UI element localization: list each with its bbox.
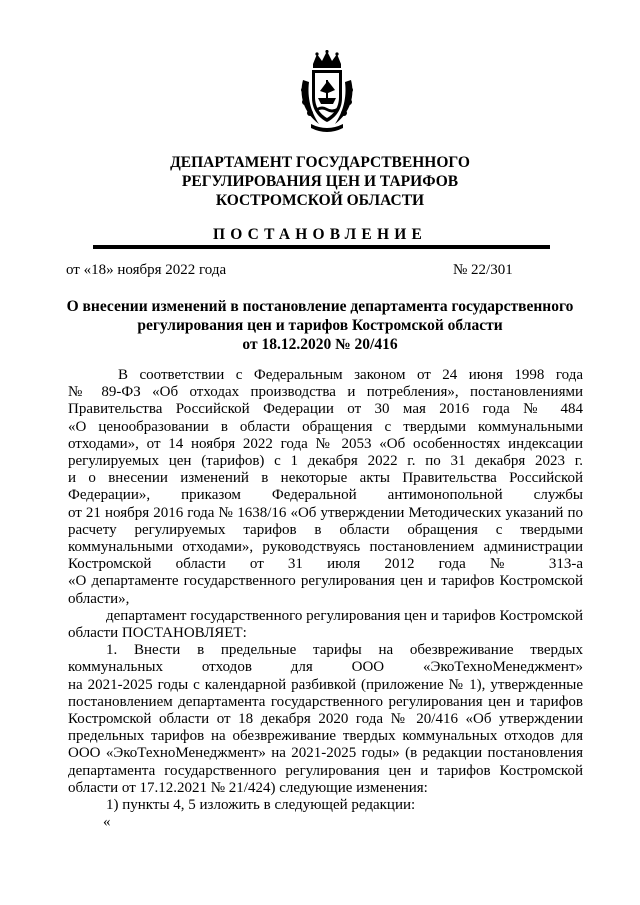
body-line: 1. Внести в предельные тарифы на обезвреживание твердых: [106, 642, 583, 659]
body-line: расчету регулируемых тарифов в области обращения с твердыми: [68, 521, 583, 538]
body-line: и о внесении изменений в некоторые акты Правительства Российской: [68, 470, 583, 487]
body-line: отходами», от 14 ноября 2022 года № 2053 «Об особенностях индексации: [68, 435, 583, 452]
body-line: коммунальными отходами», руководствуясь постановлением администрации: [68, 539, 583, 556]
body-line: предельных тарифов на обезвреживание твердых коммунальных отходов для: [68, 728, 583, 745]
department-line-1: ДЕПАРТАМЕНТ ГОСУДАРСТВЕННОГО: [170, 154, 470, 171]
quote-open: «: [103, 814, 111, 831]
body-line: В соответствии с Федеральным законом от 24 июня 1998 года: [118, 367, 583, 383]
department-line-2: РЕГУЛИРОВАНИЯ ЦЕН И ТАРИФОВ: [181, 173, 459, 190]
document-body: [68, 367, 583, 831]
body-line: коммунальных отходов для ООО «ЭкоТехноМенеджмент»: [68, 659, 583, 676]
body-line: области от 17.12.2021 № 21/424) следующие изменения:: [68, 779, 428, 796]
body-line: Федерации», приказом Федеральной антимонопольной службы: [68, 487, 583, 504]
document-date: от «18» ноября 2022 года: [66, 262, 227, 278]
body-line: «О ценообразовании в области обращения с твердыми коммунальными: [68, 418, 583, 435]
body-line: ООО «ЭкоТехноМенеджмент» на 2021-2025 годы» (в редакции постановления: [68, 745, 583, 762]
title-line-1: О внесении изменений в постановление департамента государственного: [66, 298, 574, 315]
document-type: ПОСТАНОВЛЕНИЕ: [212, 226, 428, 243]
document-title: [60, 297, 580, 354]
body-line: Костромской области от 18 декабря 2020 года № 20/416 «Об утверждении: [68, 711, 583, 728]
coat-of-arms-icon: [297, 50, 357, 132]
body-line: департамент государственного регулирования цен и тарифов Костромской: [106, 607, 583, 624]
body-line: области»,: [68, 590, 130, 607]
header-divider: [93, 245, 550, 249]
document-number: № 22/301: [453, 262, 513, 278]
body-line: регулируемых цен (тарифов) с 1 декабря 2022 г. по 31 декабря 2023 г.: [68, 453, 583, 470]
department-line-3: КОСТРОМСКОЙ ОБЛАСТИ: [215, 192, 425, 209]
body-line: Правительства Российской Федерации от 30 мая 2016 года № 484: [68, 401, 583, 418]
body-line: Костромской области от 31 июля 2012 года № 313-а: [68, 556, 583, 573]
body-line: от 21 ноября 2016 года № 1638/16 «Об утверждении Методических указаний по: [68, 504, 583, 521]
body-line: на 2021-2025 годы с календарной разбивкой (приложение № 1), утвержденные: [68, 676, 583, 693]
body-line: № 89-ФЗ «Об отходах производства и потребления», постановлениями: [68, 384, 583, 401]
body-line: департамента государственного регулирования цен и тарифов Костромской: [68, 762, 583, 779]
title-line-3: от 18.12.2020 № 20/416: [242, 336, 398, 353]
body-line: области ПОСТАНОВЛЯЕТ:: [68, 625, 247, 642]
body-line: постановлением департамента государственного регулирования цен и тарифов: [68, 693, 583, 710]
title-line-2: регулирования цен и тарифов Костромской области: [137, 317, 503, 334]
body-line: «О департаменте государственного регулирования цен и тарифов Костромской: [68, 573, 583, 590]
sub-item-1: 1) пункты 4, 5 изложить в следующей редакции:: [106, 797, 416, 814]
department-name: [0, 153, 640, 210]
